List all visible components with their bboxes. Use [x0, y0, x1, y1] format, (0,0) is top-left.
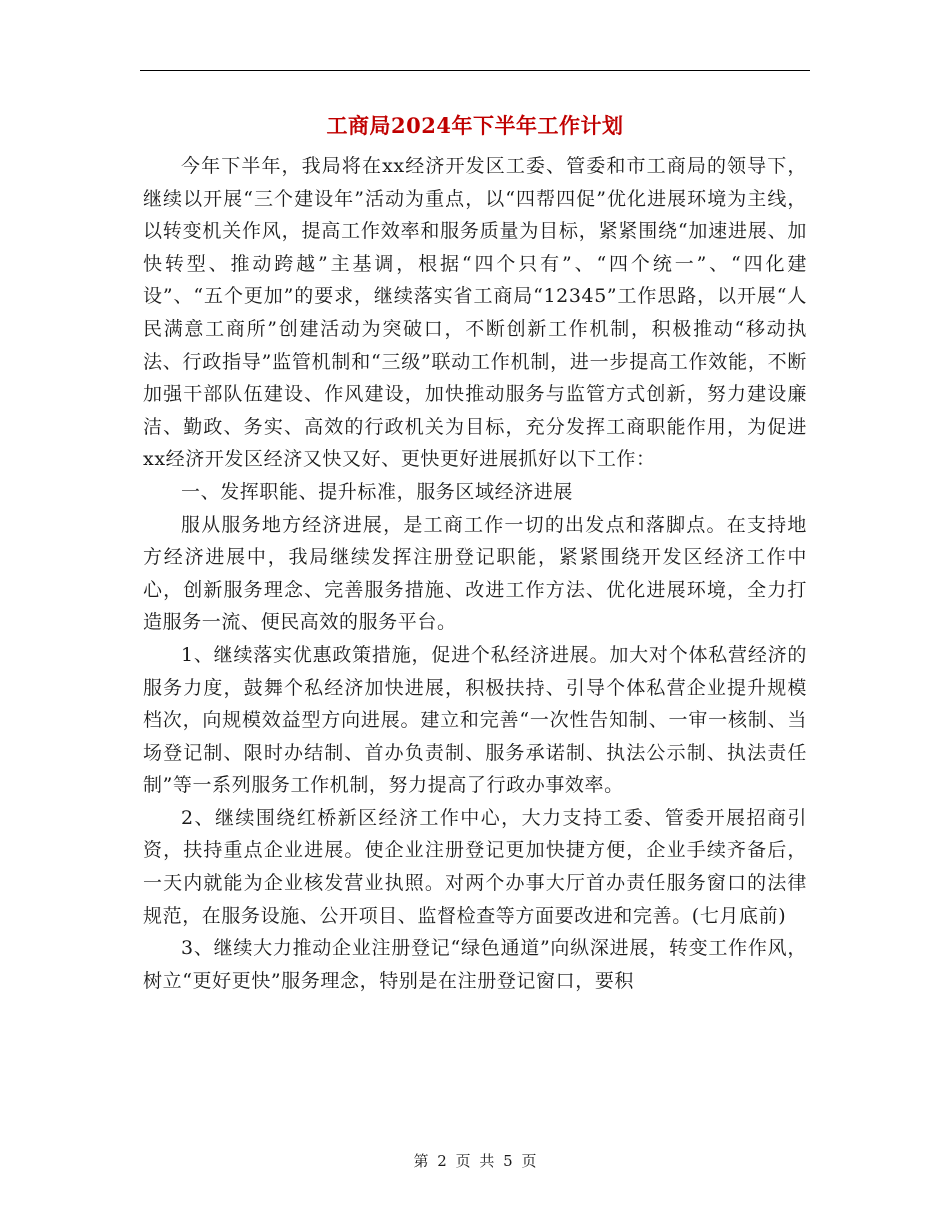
paragraph-section-1: 服从服务地方经济进展，是工商工作一切的出发点和落脚点。在支持地方经济进展中，我局继续发挥注册登记职能，紧紧围绕开发区经济工作中心，创新服务理念、完善服务措施、改进工作方法、优化进展环境，全力打造服务一流、便民高效的服务平台。: [143, 513, 807, 634]
document-body: [143, 150, 807, 997]
paragraph-item-2: 2、继续围绕红桥新区经济工作中心，大力支持工委、管委开展招商引资，扶持重点企业进展。使企业注册登记更加快捷方便，企业手续齐备后，一天内就能为企业核发营业执照。对两个办事大厅首办责任服务窗口的法律规范，在服务设施、公开项目、监督检查等方面要改进和完善。(七月底前): [143, 806, 807, 927]
header-rule: [140, 70, 810, 71]
page-number: 第 2 页 共 5 页: [413, 1152, 537, 1170]
paragraph-intro: 今年下半年，我局将在xx经济开发区工委、管委和市工商局的领导下，继续以开展“三个建设年”活动为重点，以“四帮四促”优化进展环境为主线，以转变机关作风，提高工作效率和服务质量为目标，紧紧围绕“加速进展、加快转型、推动跨越”主基调，根据“四个只有”、“四个统一”、“四化建设”、“五个更加”的要求，继续落实省工商局“12345”工作思路，以开展“人民满意工商所”创建活动为突破口，不断创新工作机制，积极推动“移动执法、行政指导”监管机制和“三级”联动工作机制，进一步提高工作效能，不断加强干部队伍建设、作风建设，加快推动服务与监管方式创新，努力建设廉洁、勤政、务实、高效的行政机关为目标，充分发挥工商职能作用，为促进xx经济开发区经济又快又好、更快更好进展抓好以下工作：: [143, 155, 807, 471]
paragraph-item-3: 3、继续大力推动企业注册登记“绿色通道”向纵深进展，转变工作作风，树立“更好更快”服务理念，特别是在注册登记窗口，要积: [143, 937, 807, 992]
paragraph-item-1: 1、继续落实优惠政策措施，促进个私经济进展。加大对个体私营经济的服务力度，鼓舞个私经济加快进展，积极扶持、引导个体私营企业提升规模档次，向规模效益型方向进展。建立和完善“一次性告知制、一审一核制、当场登记制、限时办结制、首办负责制、服务承诺制、执法公示制、执法责任制”等一系列服务工作机制，努力提高了行政办事效率。: [143, 643, 807, 797]
document-title: 工商局2024年下半年工作计划: [326, 113, 624, 138]
section-heading-1: 一、发挥职能、提升标准，服务区域经济进展: [181, 480, 574, 503]
